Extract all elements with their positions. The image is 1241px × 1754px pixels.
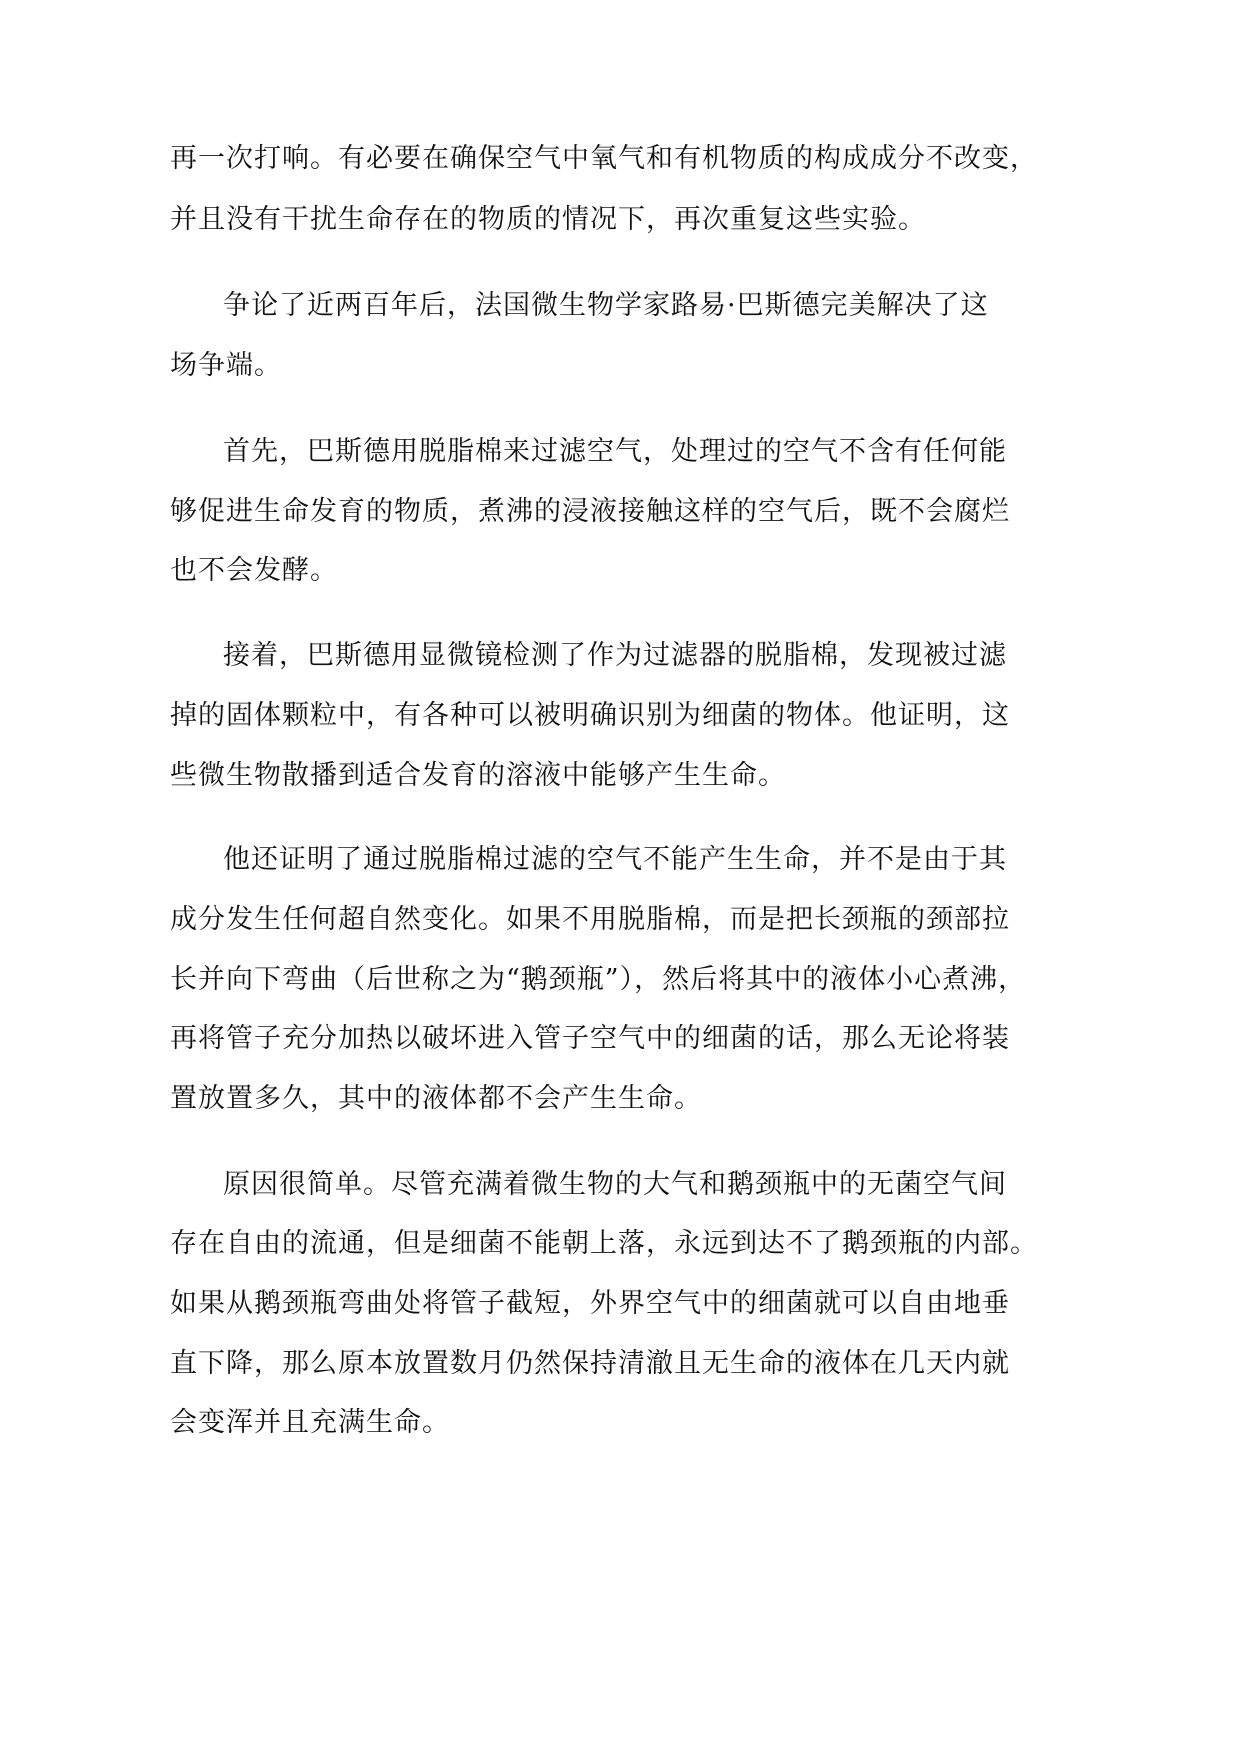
text-line: 长并向下弯曲（后世称之为“鹅颈瓶”），然后将其中的液体小心煮沸， — [170, 964, 1027, 995]
text-line: 会变浑并且充满生命。 — [170, 1407, 450, 1438]
text-line: 接着，巴斯德用显微镜检测了作为过滤器的脱脂棉，发现被过滤 — [223, 640, 1007, 671]
text-line: 如果从鹅颈瓶弯曲处将管子截短，外界空气中的细菌就可以自由地垂 — [170, 1288, 1010, 1319]
text-line: 置放置多久，其中的液体都不会产生生命。 — [170, 1083, 702, 1114]
text-line: 成分发生任何超自然变化。如果不用脱脂棉，而是把长颈瓶的颈部拉 — [170, 904, 1010, 935]
text-line: 也不会发酵。 — [170, 555, 338, 586]
text-line: 再将管子充分加热以破坏进入管子空气中的细菌的话，那么无论将装 — [170, 1023, 1010, 1054]
text-line: 够促进生命发育的物质，煮沸的浸液接触这样的空气后，既不会腐烂 — [170, 496, 1010, 527]
text-line: 掉的固体颗粒中，有各种可以被明确识别为细菌的物体。他证明，这 — [170, 700, 1010, 731]
text-line: 原因很简单。尽管充满着微生物的大气和鹅颈瓶中的无菌空气间 — [223, 1169, 1007, 1200]
text-line: 场争端。 — [170, 350, 282, 381]
text-line: 首先，巴斯德用脱脂棉来过滤空气，处理过的空气不含有任何能 — [223, 436, 1007, 467]
text-line: 他还证明了通过脱脂棉过滤的空气不能产生生命，并不是由于其 — [223, 844, 1007, 875]
text-line: 争论了近两百年后，法国微生物学家路易·巴斯德完美解决了这 — [223, 290, 989, 321]
text-line: 直下降，那么原本放置数月仍然保持清澈且无生命的液体在几天内就 — [170, 1348, 1010, 1379]
text-line: 并且没有干扰生命存在的物质的情况下，再次重复这些实验。 — [170, 204, 926, 235]
text-line: 再一次打响。有必要在确保空气中氧气和有机物质的构成成分不改变， — [170, 143, 1038, 174]
text-line: 些微生物散播到适合发育的溶液中能够产生生命。 — [170, 760, 786, 791]
text-line: 存在自由的流通，但是细菌不能朝上落，永远到达不了鹅颈瓶的内部。 — [170, 1228, 1038, 1259]
